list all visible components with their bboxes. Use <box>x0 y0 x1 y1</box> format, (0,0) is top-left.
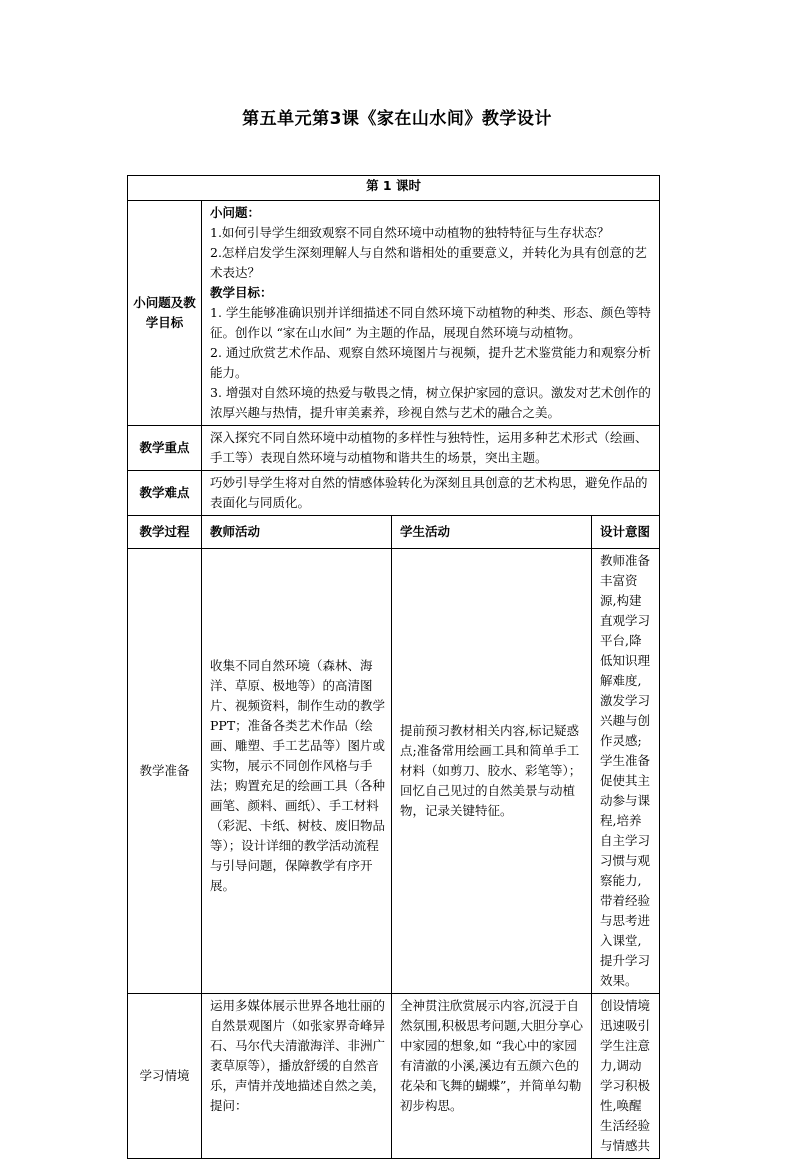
question-item: 1.如何引导学生细致观察不同自然环境中动植物的独特特征与生存状态？ <box>210 225 610 240</box>
process-header-teacher: 教师活动 <box>202 516 392 549</box>
teacher-activity-preparation: 收集不同自然环境（森林、海洋、草原、极地等）的高清图片、视频资料，制作生动的教学 PPT；准备各类艺术作品（绘画、雕塑、手工艺品等）图片或实物，展示不同创作风格与手法；购置充足的绘画工具（各种画笔、颜料、画纸）、手工材料（彩泥、卡纸、树枝、废旧物品等）；设计详细的教学活动流程与引导问题，保障教学有序开展。 <box>202 549 392 994</box>
teacher-activity-situation: 运用多媒体展示世界各地壮丽的自然景观图片（如张家界奇峰异石、马尔代夫清澈海洋、非洲广袤草原等），播放舒缓的自然音乐，声情并茂地描述自然之美，提问： <box>202 994 392 1159</box>
question-item: 2.怎样启发学生深刻理解人与自然和谐相处的重要意义，并转化为具有创意的艺术表达？ <box>210 245 647 280</box>
difficulties-label: 教学难点 <box>128 471 202 516</box>
questions-goals-label: 小问题及教学目标 <box>128 201 202 426</box>
key-points-label: 教学重点 <box>128 426 202 471</box>
student-activity-preparation: 提前预习教材相关内容,标记疑惑点;准备常用绘画工具和简单手工材料（如剪刀、胶水、彩笔等）；回忆自己见过的自然美景与动植物，记录关键特征。 <box>392 549 592 994</box>
lesson-period-header: 第 1 课时 <box>128 176 660 201</box>
student-activity-situation: 全神贯注欣赏展示内容,沉浸于自然氛围,积极思考问题,大胆分享心中家园的想象,如 “我心中的家园有清澈的小溪,溪边有五颜六色的花朵和飞舞的蝴蝶”，并简单勾勒初步构思。 <box>392 994 592 1159</box>
process-header-intent: 设计意图 <box>592 516 660 549</box>
goal-item: 2. 通过欣赏艺术作品、观察自然环境图片与视频，提升艺术鉴赏能力和观察分析能力。 <box>210 345 651 380</box>
design-intent-preparation: 教师准备丰富资源,构建直观学习平台,降低知识理解难度,激发学习兴趣与创作灵感;学生准备促使其主动参与课程,培养自主学习习惯与观察能力,带着经验与思考进入课堂,提升学习效果。 <box>592 549 660 994</box>
key-points-text: 深入探究不同自然环境中动植物的多样性与独特性，运用多种艺术形式（绘画、手工等）表现自然环境与动植物和谐共生的场景，突出主题。 <box>202 426 660 471</box>
process-header-student: 学生活动 <box>392 516 592 549</box>
questions-heading: 小问题： <box>210 205 261 220</box>
stage-preparation-label: 教学准备 <box>128 549 202 994</box>
document-title: 第五单元第3课《家在山水间》教学设计 <box>242 109 552 129</box>
design-intent-situation: 创设情境迅速吸引学生注意力,调动学习积极性,唤醒生活经验与情感共 <box>592 994 660 1159</box>
questions-goals-content <box>202 201 660 426</box>
goal-item: 3. 增强对自然环境的热爱与敬畏之情，树立保护家园的意识。激发对艺术创作的浓厚兴趣与热情，提升审美素养，珍视自然与艺术的融合之美。 <box>210 385 651 420</box>
goal-item: 1. 学生能够准确识别并详细描述不同自然环境下动植物的种类、形态、颜色等特征。创作以 “家在山水间” 为主题的作品，展现自然环境与动植物。 <box>210 305 651 340</box>
goals-heading: 教学目标： <box>210 285 273 300</box>
lesson-plan-table <box>127 175 660 1159</box>
process-header-stage: 教学过程 <box>128 516 202 549</box>
stage-situation-label: 学习情境 <box>128 994 202 1159</box>
difficulties-text: 巧妙引导学生将对自然的情感体验转化为深刻且具创意的艺术构思，避免作品的表面化与同质化。 <box>202 471 660 516</box>
